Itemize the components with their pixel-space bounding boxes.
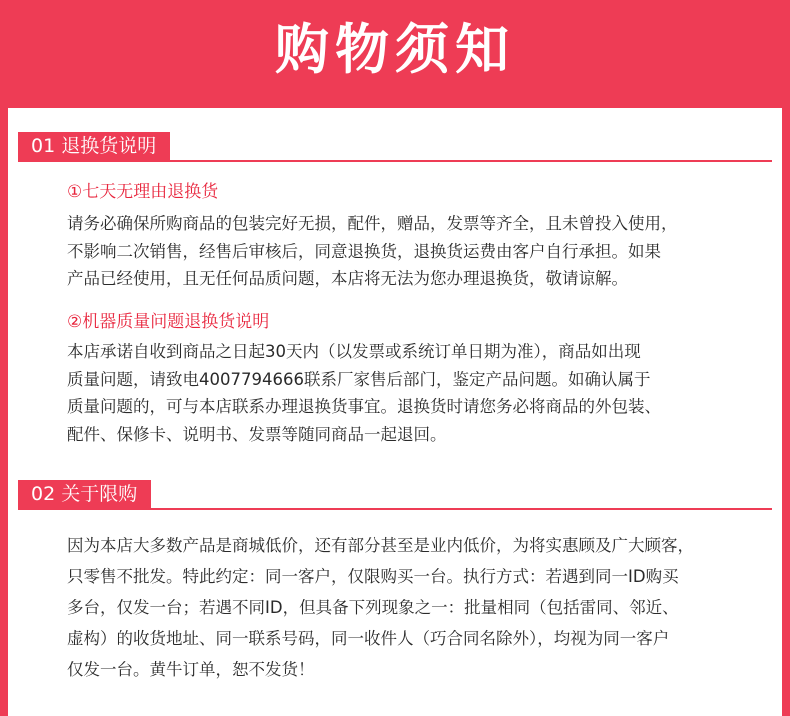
paragraph-line: 本店承诺自收到商品之日起30天内（以发票或系统订单日期为准），商品如出现 xyxy=(67,342,641,361)
paragraph-line: 质量问题，请致电4007794666联系厂家售后部门，鉴定产品问题。如确认属于 xyxy=(67,369,651,389)
paragraph-purchase-limit xyxy=(67,530,694,685)
paragraph-line: 因为本店大多数产品是商城低价，还有部分甚至是业内低价，为将实惠顾及广大顾客， xyxy=(67,536,694,555)
section-header-purchase-limit xyxy=(18,480,772,510)
paragraph-line: 虚构）的收货地址、同一联系号码，同一收件人（巧合同名除外），均视为同一客户 xyxy=(67,629,670,648)
section-label-purchase-limit: 02 关于限购 xyxy=(18,480,151,508)
subheading-quality-return: ②机器质量问题退换货说明 xyxy=(67,312,270,332)
paragraph-line: 仅发一台。黄牛订单，恕不发货！ xyxy=(67,660,315,679)
paragraph-line: 产品已经使用，且无任何品质问题，本店将无法为您办理退换货，敬请谅解。 xyxy=(67,269,628,288)
subheading-seven-day-return: ①七天无理由退换货 xyxy=(67,182,219,202)
paragraph-line: 质量问题的，可与本店联系办理退换货事宜。退换货时请您务必将商品的外包装、 xyxy=(67,397,661,416)
paragraph-line: 只零售不批发。特此约定：同一客户，仅限购买一台。执行方式：若遇到同一ID购买 xyxy=(67,567,679,586)
paragraph-line: 请务必确保所购商品的包装完好无损，配件，赠品，发票等齐全，且未曾投入使用， xyxy=(67,214,678,233)
paragraph-line: 多台，仅发一台；若遇不同ID，但具备下列现象之一：批量相同（包括雷同、邻近、 xyxy=(67,598,679,617)
section-header-returns xyxy=(18,132,772,162)
notice-panel xyxy=(8,108,782,716)
page-title: 购物须知 xyxy=(275,18,515,81)
paragraph-line: 不影响二次销售，经售后审核后，同意退换货，退换货运费由客户自行承担。如果 xyxy=(67,241,661,261)
paragraph-line: 配件、保修卡、说明书、发票等随同商品一起退回。 xyxy=(67,424,447,444)
paragraph-quality-return xyxy=(67,338,661,448)
paragraph-seven-day-return xyxy=(67,210,678,293)
section-label-returns: 01 退换货说明 xyxy=(18,132,170,160)
